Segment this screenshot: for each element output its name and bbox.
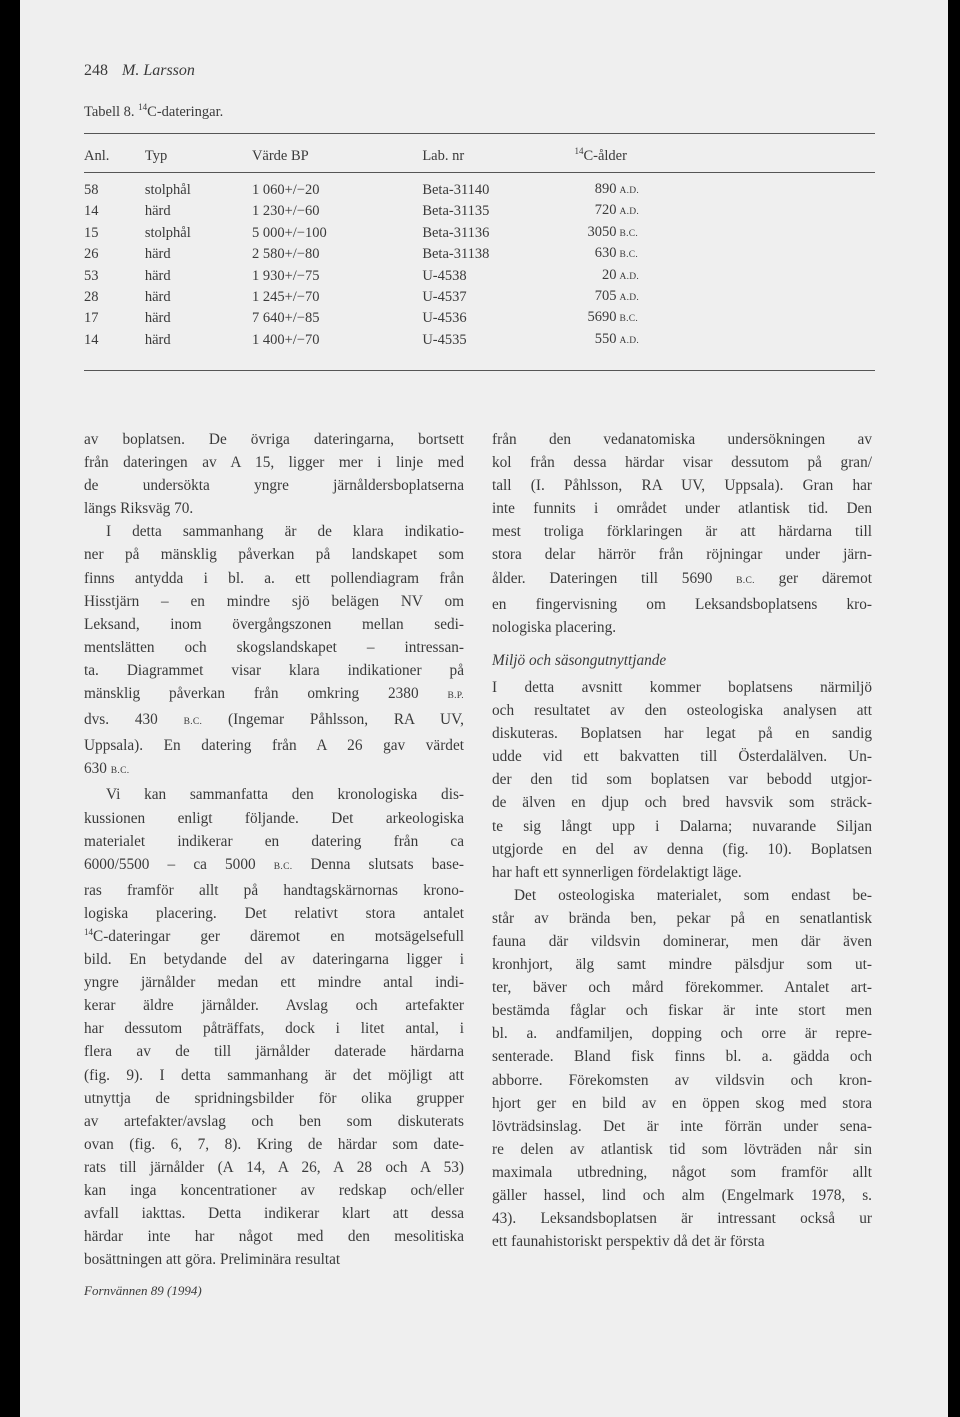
cell-anl: 15 (84, 224, 99, 241)
text-line: Uppsala). En datering från A 26 gav värdet (84, 737, 464, 755)
age-era: A.D. (619, 186, 640, 196)
text-line: Det osteologiska materialet, som endast be- (514, 886, 872, 904)
cell-alder (574, 330, 684, 351)
table-row (84, 266, 684, 287)
cell-varde: 5 000+/−100 (251, 224, 327, 241)
cell-lab: U-4535 (422, 331, 467, 348)
col-header-anl: Anl. (84, 147, 110, 164)
text-line: 6000/5500 – ca 5000 B.C. Denna slutsats base- (84, 855, 465, 873)
text-line: inte funnits i området under atlantisk tid. Den (492, 500, 872, 518)
table-top-rule (84, 133, 875, 134)
text-line: av boplatsen. De övriga dateringarna, bortsett (84, 431, 464, 448)
cell-varde: 1 400+/−70 (251, 331, 320, 348)
age-era: A.D. (619, 335, 640, 346)
text-line: hjort ger en bild av en öppen skog med stora (492, 1094, 872, 1112)
text-line: från den vedanatomiska undersökningen av (492, 431, 872, 448)
section-subheading: Miljö och säsongutnyttjande (492, 651, 667, 669)
table-row (84, 180, 684, 201)
cell-typ: stolphål (144, 182, 191, 198)
text-line: de älven en djup och bred havsvik som sträck- (492, 794, 872, 812)
text-line: avfall iakttas. Detta indikerar klart att dessa (84, 1205, 464, 1223)
text-line: kol från dessa härdar visar dessutom på gran/ (492, 454, 872, 472)
table-row (84, 287, 684, 308)
left-text-column (84, 428, 464, 1271)
cell-alder (574, 223, 684, 244)
cell-lab: Beta-31138 (422, 246, 490, 263)
text-line: har haft ett synnerligen fördelaktigt läge. (492, 863, 742, 881)
cell-varde: 1 245+/−70 (251, 289, 320, 306)
age-value: 890 (594, 181, 617, 197)
text-line: diskuteras. Boplatsen har legat på en sandig (492, 725, 872, 743)
cell-alder (574, 287, 684, 308)
cell-anl: 14 (84, 331, 99, 348)
text-line: logiska placering. Det relativt stora antalet (84, 904, 464, 922)
journal-footer: Fornvännen 89 (1994) (84, 1283, 202, 1298)
text-line: ålder. Dateringen till 5690 B.C. ger däremot (492, 569, 872, 587)
text-line: 630 B.C. (84, 760, 130, 778)
age-value: 705 (594, 288, 617, 305)
text-line: de undersökta yngre järnåldersboplatserna (84, 477, 464, 495)
cell-anl: 53 (84, 267, 99, 284)
text-line: dvs. 430 B.C. (Ingemar Påhlsson, RA UV, (84, 711, 464, 729)
table-row (84, 330, 684, 351)
cell-alder (574, 266, 684, 287)
cell-lab: U-4536 (422, 310, 467, 327)
text-line: Hisstjärn – en mindre sjö belägen NV om (84, 592, 464, 610)
table-row (84, 308, 684, 329)
text-line: I detta avsnitt kommer boplatsens närmiljö (492, 678, 872, 696)
text-line: bl. a. andfamiljen, dopping och orre är repre- (492, 1025, 872, 1043)
cell-typ: stolphål (144, 224, 191, 241)
text-line: stora delar härrör från röjningar under järn- (492, 546, 872, 564)
text-line: (fig. 9). I detta sammanhang är det möjligt att (84, 1066, 464, 1084)
text-line: från dateringen av A 15, ligger mer i linje med (84, 454, 464, 472)
text-line: ovan (fig. 6, 7, 8). Kring de härdar som date- (84, 1135, 464, 1153)
text-line: senterade. Bland fisk finns bl. a. gädda och (492, 1048, 872, 1066)
age-value: 3050 (587, 223, 617, 240)
text-line: Leksand, inom övergångszonen mellan sedi- (84, 615, 464, 633)
cell-typ: härd (144, 289, 171, 306)
cell-lab: Beta-31135 (422, 203, 490, 220)
text-line: längs Riksväg 70. (84, 500, 194, 518)
age-value: 20 (601, 266, 617, 283)
text-line: ner på mänsklig påverkan på landskapet som (84, 546, 464, 564)
text-line: ras framför allt på handtagskärnornas krono- (84, 881, 464, 899)
text-line: mänsklig påverkan från omkring 2380 B.P. (84, 685, 464, 703)
cell-alder (574, 308, 684, 329)
age-value: 5690 (587, 309, 617, 326)
text-line: der den tid som boplatsen var bebodd utgjor- (492, 771, 872, 789)
table-header-row (84, 141, 684, 171)
text-line: en fingervisning om Leksandsboplatsens kro- (492, 595, 872, 613)
age-era: A.D. (619, 271, 640, 282)
running-author: M. Larsson (122, 62, 195, 79)
cell-varde: 7 640+/−85 (251, 310, 320, 327)
text-line: $^{14}$C-dateringar ger däremot en motsägelsefull (84, 926, 464, 945)
cell-lab: U-4538 (422, 267, 467, 284)
table-caption (84, 104, 223, 121)
alder-sup: 14 (574, 145, 584, 156)
col-header-typ: Typ (144, 147, 168, 164)
page-number: 248 (84, 62, 108, 79)
age-era: B.C. (619, 250, 639, 261)
cell-lab: Beta-31136 (422, 224, 490, 241)
text-line: ett faunahistoriskt perspektiv då det är första (492, 1233, 765, 1251)
text-line: nologiska placering. (492, 618, 617, 636)
text-line: rats till järnålder (A 14, A 26, A 28 och A 53) (84, 1158, 464, 1176)
text-line: kronhjort, älg samt mindre pälsdjur som ut- (492, 956, 872, 974)
text-line: ta. Diagrammet visar klara indikationer på (84, 661, 464, 679)
text-line: mentslätten och skogslandskapet – intressan- (84, 638, 464, 656)
text-line: materialet indikerar en datering från ca (84, 832, 464, 850)
text-line: tall (I. Påhlsson, RA UV, Uppsala). Gran har (492, 477, 872, 495)
cell-varde: 1 230+/−60 (251, 203, 320, 220)
text-line: Vi kan sammanfatta den kronologiska dis- (106, 786, 464, 804)
age-value: 550 (594, 330, 617, 347)
text-line: utnyttja de spridningsbilder för olika grupper (84, 1089, 464, 1107)
caption-prefix: Tabell 8. (84, 104, 139, 120)
age-era: B.C. (619, 228, 639, 239)
text-line: maximala utbredning, något som framför allt (492, 1163, 872, 1181)
table-bottom-rule (84, 370, 875, 371)
text-line: 43). Leksandsboplatsen är intressant också ur (492, 1210, 872, 1228)
text-line: flera av de till järnålder daterade härdarna (84, 1043, 464, 1061)
text-line: bild. En betydande del av dateringarna ligger i (84, 951, 464, 969)
cell-varde: 1 060+/−20 (251, 182, 320, 198)
table-row (84, 223, 684, 244)
text-line: bosättningen att göra. Preliminära resultat (84, 1251, 341, 1269)
cell-typ: härd (144, 203, 171, 220)
cell-typ: härd (144, 331, 171, 348)
text-line: lövträdsinslag. Det är inte förrän under sena- (492, 1117, 872, 1135)
cell-anl: 14 (84, 203, 99, 220)
text-line: och resultatet av den osteologiska analysen att (492, 702, 872, 720)
cell-alder (574, 180, 684, 201)
col-header-alder (574, 141, 684, 171)
page (20, 0, 948, 1417)
col-header-varde: Värde BP (251, 147, 309, 164)
cell-varde: 1 930+/−75 (251, 267, 320, 284)
text-line: står av brända ben, pekar på en senatlantisk (492, 909, 872, 927)
age-era: B.C. (619, 314, 639, 325)
col-header-lab: Lab. nr (422, 147, 465, 164)
age-era: A.D. (619, 293, 640, 304)
text-line: kerar äldre järnålder. Avslag och artefakter (84, 997, 464, 1015)
text-line: härdar inte har något med den mesolitiska (84, 1228, 464, 1246)
text-line: bestämda fåglar och fiskar är inte stort men (492, 1002, 872, 1020)
text-line: finns antydda i bl. a. ett pollendiagram från (84, 569, 464, 587)
cell-alder (574, 244, 684, 265)
caption-sup: 14 (138, 102, 148, 113)
text-line: yngre järnålder medan ett mindre antal indi- (84, 974, 464, 992)
cell-anl: 28 (84, 289, 99, 306)
alder-label: C-ålder (583, 147, 627, 164)
text-line: ter, bäver och mård förekommer. Antalet art- (492, 979, 872, 997)
text-line: kan inga koncentrationer av redskap och/eller (84, 1182, 464, 1199)
cell-alder (574, 201, 684, 222)
text-line: mest troliga förklaringen är att härdarna till (492, 523, 872, 541)
dating-table (84, 141, 684, 351)
age-value: 720 (594, 202, 617, 219)
age-value: 630 (594, 245, 617, 262)
text-line: gäller hassel, lind och alm (Engelmark 1978, s. (492, 1187, 872, 1204)
age-era: A.D. (619, 207, 640, 218)
caption-text: C-dateringar. (147, 104, 224, 120)
running-header (84, 62, 195, 80)
cell-anl: 58 (84, 182, 99, 198)
right-text-column (492, 428, 872, 1253)
text-line: udde vid ett bakvatten till Österdalälven. Un- (492, 748, 872, 766)
text-line: kussionen enligt följande. Det arkeologiska (84, 809, 464, 827)
text-line: abborre. Förekomsten av vildsvin och kron- (492, 1071, 872, 1089)
cell-typ: härd (144, 310, 171, 327)
cell-typ: härd (144, 246, 171, 263)
text-line: utgjorde en del av denna (fig. 10). Boplatsen (492, 840, 872, 858)
text-line: av artefakter/avslag och ben som diskuterats (84, 1112, 464, 1130)
cell-typ: härd (144, 267, 171, 284)
text-line: I detta sammanhang är de klara indikatio- (106, 523, 464, 541)
text-line: te sig långt upp i Dalarna; nuvarande Siljan (492, 817, 872, 835)
text-line: re delen av atlantisk tid som lövträden når sin (492, 1140, 872, 1158)
cell-varde: 2 580+/−80 (251, 246, 320, 263)
cell-lab: Beta-31140 (422, 182, 490, 198)
cell-anl: 26 (84, 246, 99, 263)
text-line: har dessutom påträffats, dock i litet antal, i (84, 1020, 464, 1038)
table-row (84, 244, 684, 265)
table-row (84, 201, 684, 222)
cell-anl: 17 (84, 310, 99, 327)
text-line: fauna där vildsvin dominerar, men där även (492, 932, 872, 950)
cell-lab: U-4537 (422, 289, 467, 306)
